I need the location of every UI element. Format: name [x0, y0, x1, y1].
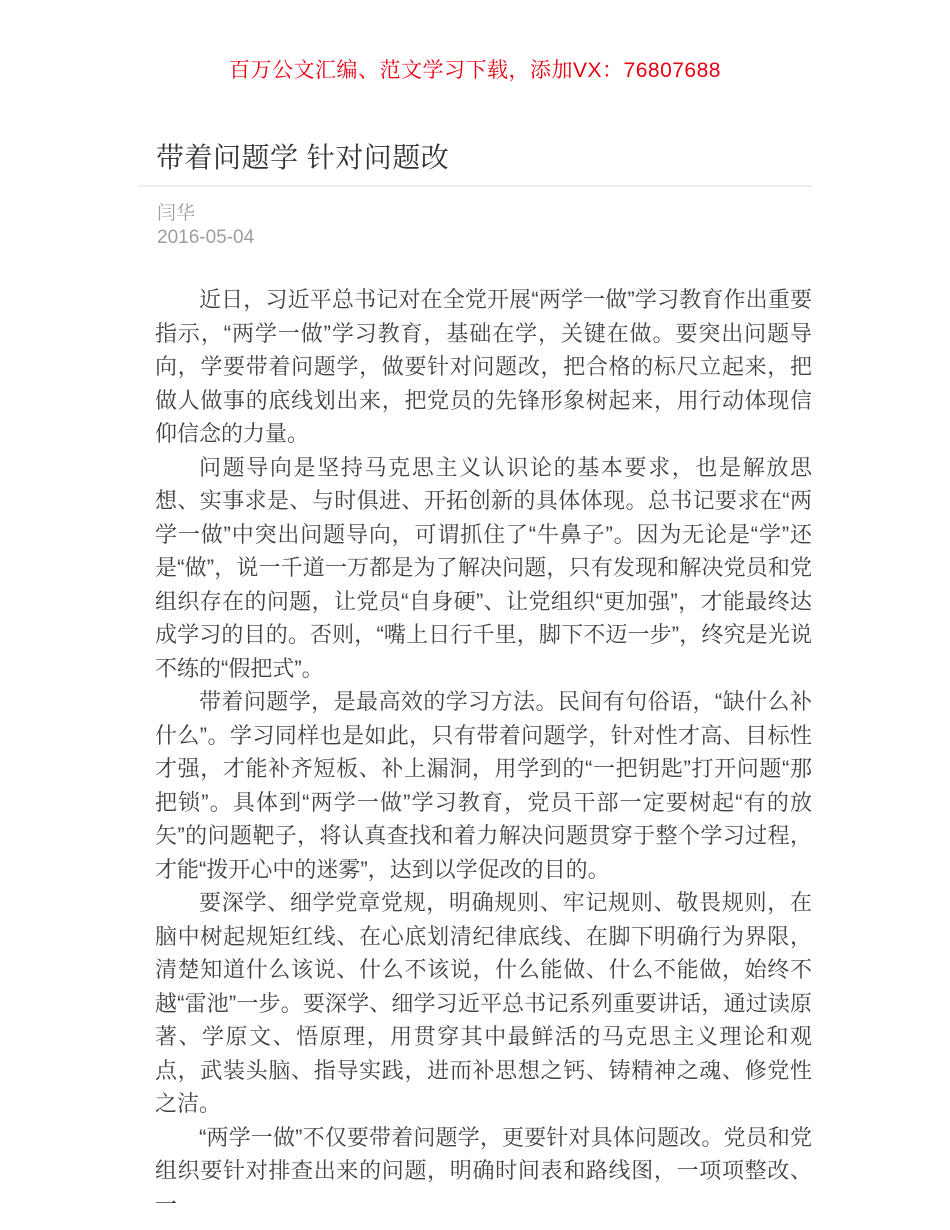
promo-banner-text: 百万公文汇编、范文学习下载，添加VX：76807688: [229, 59, 721, 82]
article-author: 闫华: [157, 203, 196, 224]
article-title: 带着问题学 针对问题改: [156, 142, 450, 173]
article-paragraph: 问题导向是坚持马克思主义认识论的基本要求，也是解放思想、实事求是、与时俱进、开拓创新的具体体现。总书记要求在“两学一做”中突出问题导向，可谓抓住了“牛鼻子”。因为无论是“学”还是“做”，说一千道一万都是为了解决问题，只有发现和解决党员和党组织存在的问题，让党员“自身硬”、让党组织“更加强”，才能最终达成学习的目的。否则，“嘴上日行千里，脚下不迈一步”，终究是光说不练的“假把式”。: [155, 454, 812, 681]
article-paragraph: “两学一做”不仅要带着问题学，更要针对具体问题改。党员和党组织要针对排查出来的问题，明确时间表和路线图，一项项整改、一: [155, 1124, 812, 1217]
article-paragraph: 近日，习近平总书记对在全党开展“两学一做”学习教育作出重要指示，“两学一做”学习教育，基础在学，关键在做。要突出问题导向，学要带着问题学，做要针对问题改，把合格的标尺立起来，把做人做事的底线划出来，把党员的先锋形象树起来，用行动体现信仰信念的力量。: [155, 287, 812, 446]
article-meta: [157, 202, 254, 250]
article-body: [155, 283, 812, 1221]
promo-banner: [0, 54, 950, 84]
article-paragraph: 要深学、细学党章党规，明确规则、牢记规则、敬畏规则，在脑中树起规矩红线、在心底划清纪律底线、在脚下明确行为界限，清楚知道什么该说、什么不该说，什么能做、什么不能做，始终不越“雷池”一步。要深学、细学习近平总书记系列重要讲话，通过读原著、学原文、悟原理，用贯穿其中最鲜活的马克思主义理论和观点，武装头脑、指导实践，进而补思想之钙、铸精神之魂、修党性之洁。: [155, 890, 812, 1116]
article-date: 2016-05-04: [157, 227, 255, 248]
article-paragraph: 带着问题学，是最高效的学习方法。民间有句俗语，“缺什么补什么”。学习同样也是如此，只有带着问题学，针对性才高、目标性才强，才能补齐短板、补上漏洞，用学到的“一把钥匙”打开问题“那把锁”。具体到“两学一做”学习教育，党员干部一定要树起“有的放矢”的问题靶子，将认真查找和着力解决问题贯穿于整个学习过程，才能“拨开心中的迷雾”，达到以学促改的目的。: [155, 689, 812, 882]
title-divider: [138, 185, 812, 187]
